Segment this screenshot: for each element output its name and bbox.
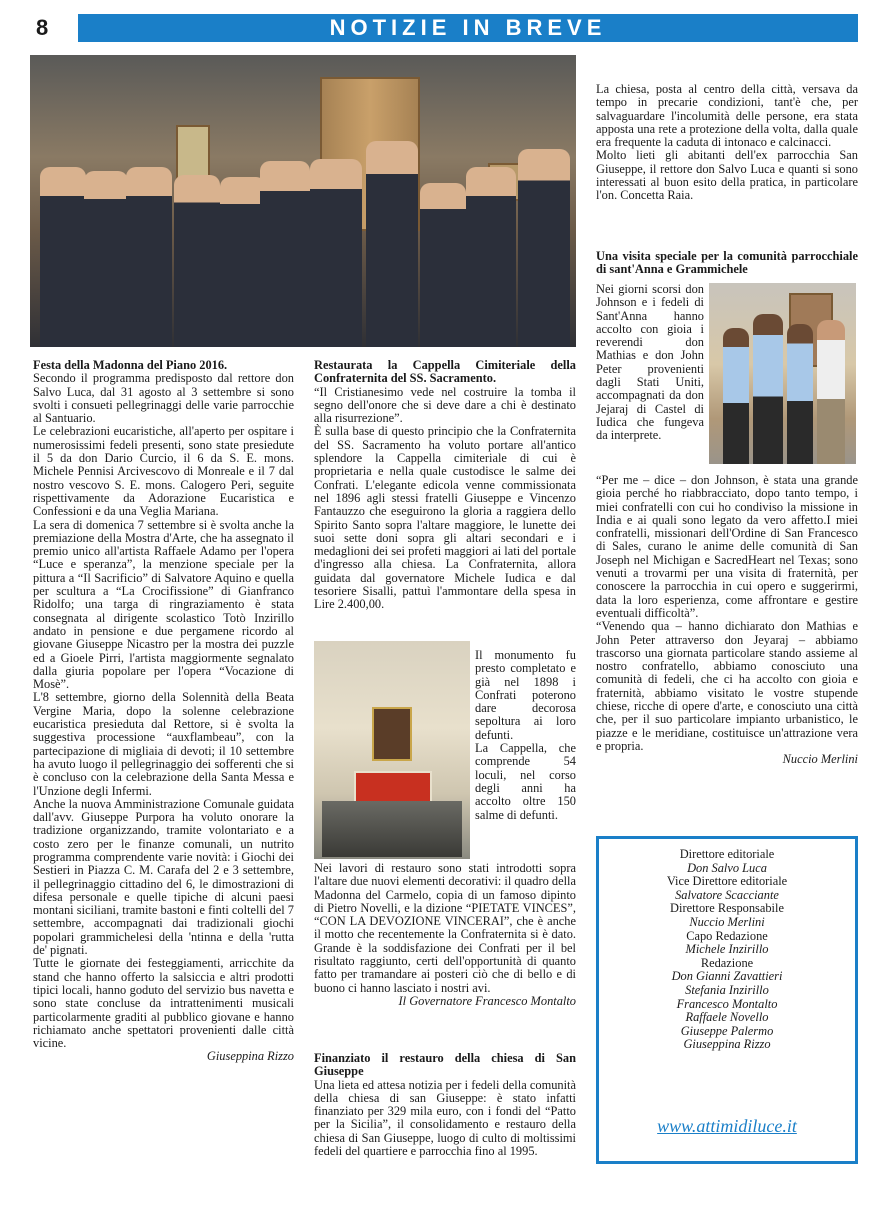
paragraph: È sulla base di questo principio che la Confraternita del SS. Sacramento ha voluto portare all'antico splendore la Cappella cimiteriale di cui è proprietaria e nella quale custodisce le salme dei Confrati. L'elegante edicola venne commissionata nel 1896 agli stessi fratelli Giuseppe e Vincenzo Fantauzzo che eseguirono la gloria a raggiera dello Spirito Santo sopra l'altare maggiore, le lunette dei suoi sette doni sopra gli altari secondari e i medaglioni dei sei profeti maggiori ai lati del portale d'ingresso alla chiesa. La Confraternita, allora guidata dal governatore Michele Iudica e dal tesoriere Sisalli, pattuì l'ammontare della spesa in Lire 2.400,00. xyxy=(314,424,576,612)
article-visita-speciale xyxy=(596,250,858,277)
article-author: Il Governatore Francesco Montalto xyxy=(398,993,576,1008)
staff-name: Stefania Inzirillo xyxy=(685,982,769,997)
role-label: Direttore Responsabile xyxy=(670,901,784,916)
paragraph: “Il Cristianesimo vede nel costruire la tomba il segno dell'onore che si deve dare a chi è destinato alla risurrezione”. xyxy=(314,384,576,426)
role-label: Direttore editoriale xyxy=(679,847,775,861)
paragraph: “Venendo qua – hanno dichiarato don Mathias e John Peter attraverso don Jeyaraj – abbiamo trascorso una giornata particolare stando assieme al nostro confratello, abbiamo conosciuto una comunità di fedeli, che ci ha accolto con gioia e fraternità, abbiamo visitato le vostre stupende chiese, ricche di opere d'arte, e conosciuto una città che, per il suo particolare impianto urbanistico, le piazze e le meridiane, costituisce un'attrazione vera e propria. xyxy=(596,619,858,753)
article-madonna-del-piano xyxy=(33,359,294,1064)
paragraph: Una lieta ed attesa notizia per i fedeli della comunità della chiesa di san Giuseppe: è stato infatti finanziato per 329 mila euro, con i fondi del “Patto per la Sicilia”, il consolidamento e restauro della chiesa di San Giuseppe, luogo di culto di moltissimi fedeli del quartiere e parrocchia fino al 1995. xyxy=(314,1077,576,1159)
page-header xyxy=(30,14,858,42)
staff-name: Nuccio Merlini xyxy=(689,914,765,929)
paragraph: La sera di domenica 7 settembre si è svolta anche la premiazione della Mostra d'Arte, che ha assegnato il premio unico all'artista Raffaele Adamo per l'opera “Luce e speranza”, la menzione speciale per la pittura a “Il Sacrificio” di Salvatore Aquino e quella per scultura a “La Crocifissione” di Gianfranco Ridolfo; una targa di ringraziamento è stata consegnata al dirigente scolastico Totò Inzirillo andato in pensione e due pergamene ricordo al giovane Giuseppe Nicastro per la mostra dei puzzle ed a Gioele Pirri, l'artista maggiormente segnalato dalla giuria popolare per l'opera “Vocazione di Mosè”. xyxy=(33,517,294,692)
article-title: Una visita speciale per la comunità parrocchiale di sant'Anna e Grammichele xyxy=(596,249,858,277)
article-author: Giuseppina Rizzo xyxy=(206,1049,294,1064)
paragraph: Nei lavori di restauro sono stati introdotti sopra l'altare due nuovi elementi decorativi: il quadro della Madonna del Carmelo, copia di un famoso dipinto di Pietro Novelli, e la dizione “PIETATE VINCES”, “CON LA DEVOZIONE VINCERAI”, che è anche il motto che recentemente la Confraternita si è dato. Grande è la soddisfazione dei Confrati per il bel risultato raggiunto, certi dell'opportunità di quanto fatto per tramandare ai posteri ciò che di bello e di buono ci hanno lasciato i nostri avi. xyxy=(314,861,576,995)
article-visita-continued xyxy=(596,474,858,767)
paragraph: L'8 settembre, giorno della Solennità della Beata Vergine Maria, dopo la solenne celebrazione eucaristica presieduta dal Rettore, si è svolta la suggestiva processione “auxflambeau”, con la partecipazione di migliaia di devoti; il 10 settembre ha avuto luogo il pellegrinaggio dei sofferenti che si è concluso con la celebrazione della Santa Messa e l'Unzione degli Infermi. xyxy=(33,690,294,798)
staff-name: Francesco Montalto xyxy=(676,996,778,1011)
article-visita-side-text xyxy=(596,283,704,443)
paragraph: Anche la nuova Amministrazione Comunale guidata dall'avv. Giuseppe Purpora ha voluto onorare la tradizione organizzando, tramite volontariato e a costo zero per le finanze comunali, un nutrito programma comprendente varie novità: i Giochi dei Sestieri in Piazza C. M. Carafa del 2 e 3 settembre, il pellegrinaggio cittadino del 6, le dimostrazioni di difesa personale e quelle tipiche di alcuni paesi montani siciliani, tramite bastoni e finti coltelli del 7 settembre, accompagnati dai tradizionali giochi popolari grammichelesi della 'ntinna e della 'rutta de' pignati. xyxy=(33,796,294,958)
article-title: Restaurata la Cappella Cimiteriale della Confraternita del SS. Sacramento. xyxy=(314,358,576,386)
staff-name: Don Salvo Luca xyxy=(687,860,767,875)
article-title: Finanziato il restauro della chiesa di San Giuseppe xyxy=(314,1051,576,1079)
article-cappella-continued xyxy=(314,862,576,1008)
role-label: Vice Direttore editoriale xyxy=(666,874,788,889)
article-title: Festa della Madonna del Piano 2016. xyxy=(33,358,228,372)
paragraph: Secondo il programma predisposto dal rettore don Salvo Luca, dal 31 agosto al 3 settembre si sono svolti i consueti pellegrinaggi delle varie parrocchie al Santuario. xyxy=(33,371,294,426)
staff-name: Don Gianni Zavattieri xyxy=(671,969,783,984)
staff-name: Salvatore Scacciante xyxy=(675,887,779,902)
paragraph: Il monumento fu presto completato e già nel 1898 i Confrati poterono dare decorosa sepoltura ai loro defunti. xyxy=(475,648,576,742)
group-photo xyxy=(30,55,576,347)
paragraph: Le celebrazioni eucaristiche, all'aperto per ospitare i numerosissimi fedeli presenti, sono state presiedute il 5 da don Dario Curcio, il 6 da S. E. mons. Michele Pennisi Arcivescovo di Monreale e il 7 dal nostro vescovo S. E. mons. Calogero Peri, seguite rispettivamente da Adorazione Eucaristica e Confessioni e da una Veglia Mariana. xyxy=(33,424,294,519)
visit-photo xyxy=(709,283,856,464)
paragraph: Nei giorni scorsi don Johnson e i fedeli di Sant'Anna hanno accolto con gioia i reverendi don Mathias e don John Peter provenienti dagli Stati Uniti, accompagnati da don Jejaraj di Castel di Iudica che fungeva da interprete. xyxy=(596,282,704,443)
article-san-giuseppe xyxy=(314,1052,576,1158)
article-author: Nuccio Merlini xyxy=(782,752,858,767)
staff-name: Michele Inzirillo xyxy=(685,942,769,957)
paragraph: Tutte le giornate dei festeggiamenti, arricchite da stand che hanno offerto la salsiccia e altri prodotti tipici locali, hanno goduto del servizio bus navetta e sono state concluse da intrattenimenti musicali particolarmente graditi al pubblico giovane e hanno richiamato anche spettatori provenienti dalle città vicine. xyxy=(33,956,294,1051)
paragraph: La chiesa, posta al centro della città, versava da tempo in precarie condizioni, tant'è che, per salvaguardare l'incolumità delle persone, era stata apposta una rete a protezione della volta, dalla quale era frequente la caduta di intonaco e calcinacci. xyxy=(596,82,858,150)
article-cappella-cimiteriale xyxy=(314,359,576,612)
article-san-giuseppe-continued xyxy=(596,83,858,203)
editorial-credits xyxy=(609,848,845,1052)
section-title: NOTIZIE IN BREVE xyxy=(329,15,607,40)
role-label: Redazione xyxy=(700,955,754,970)
paragraph: “Per me – dice – don Johnson, è stata una grande gioia perché ho riabbracciato, dopo tanto tempo, i miei confratelli con cui ho condiviso la missione in India e ai quali sono legato da vero affetto.I miei confratelli, missionari dell'Ordine di San Francesco di Sales, curano le anime delle comunità di San Joseph nel Michigan e SacredHeart nel Texas; sono venuti a trovarmi per una visita di fraternità, per conoscere la parrocchia in cui opero e suggerirmi, data la loro esperienza, come affrontare e gestire eventuali difficoltà”. xyxy=(596,473,858,620)
website-link[interactable]: www.attimidiluce.it xyxy=(657,1116,797,1136)
staff-name: Giuseppe Palermo xyxy=(680,1023,774,1038)
paragraph: La Cappella, che comprende 54 loculi, nel corso degli anni ha accolto oltre 150 salme di defunti. xyxy=(475,741,576,822)
page-number: 8 xyxy=(30,14,78,42)
paragraph: Molto lieti gli abitanti dell'ex parrocchia San Giuseppe, il rettore don Salvo Luca e quanti si sono interessati al buon esito della pratica, in particolare l'on. Concetta Raia. xyxy=(596,148,858,203)
chapel-photo xyxy=(314,641,470,859)
article-cappella-side-text xyxy=(475,649,576,822)
staff-name: Raffaele Novello xyxy=(685,1010,769,1025)
staff-name: Giuseppina Rizzo xyxy=(683,1037,771,1052)
role-label: Capo Redazione xyxy=(686,928,768,943)
